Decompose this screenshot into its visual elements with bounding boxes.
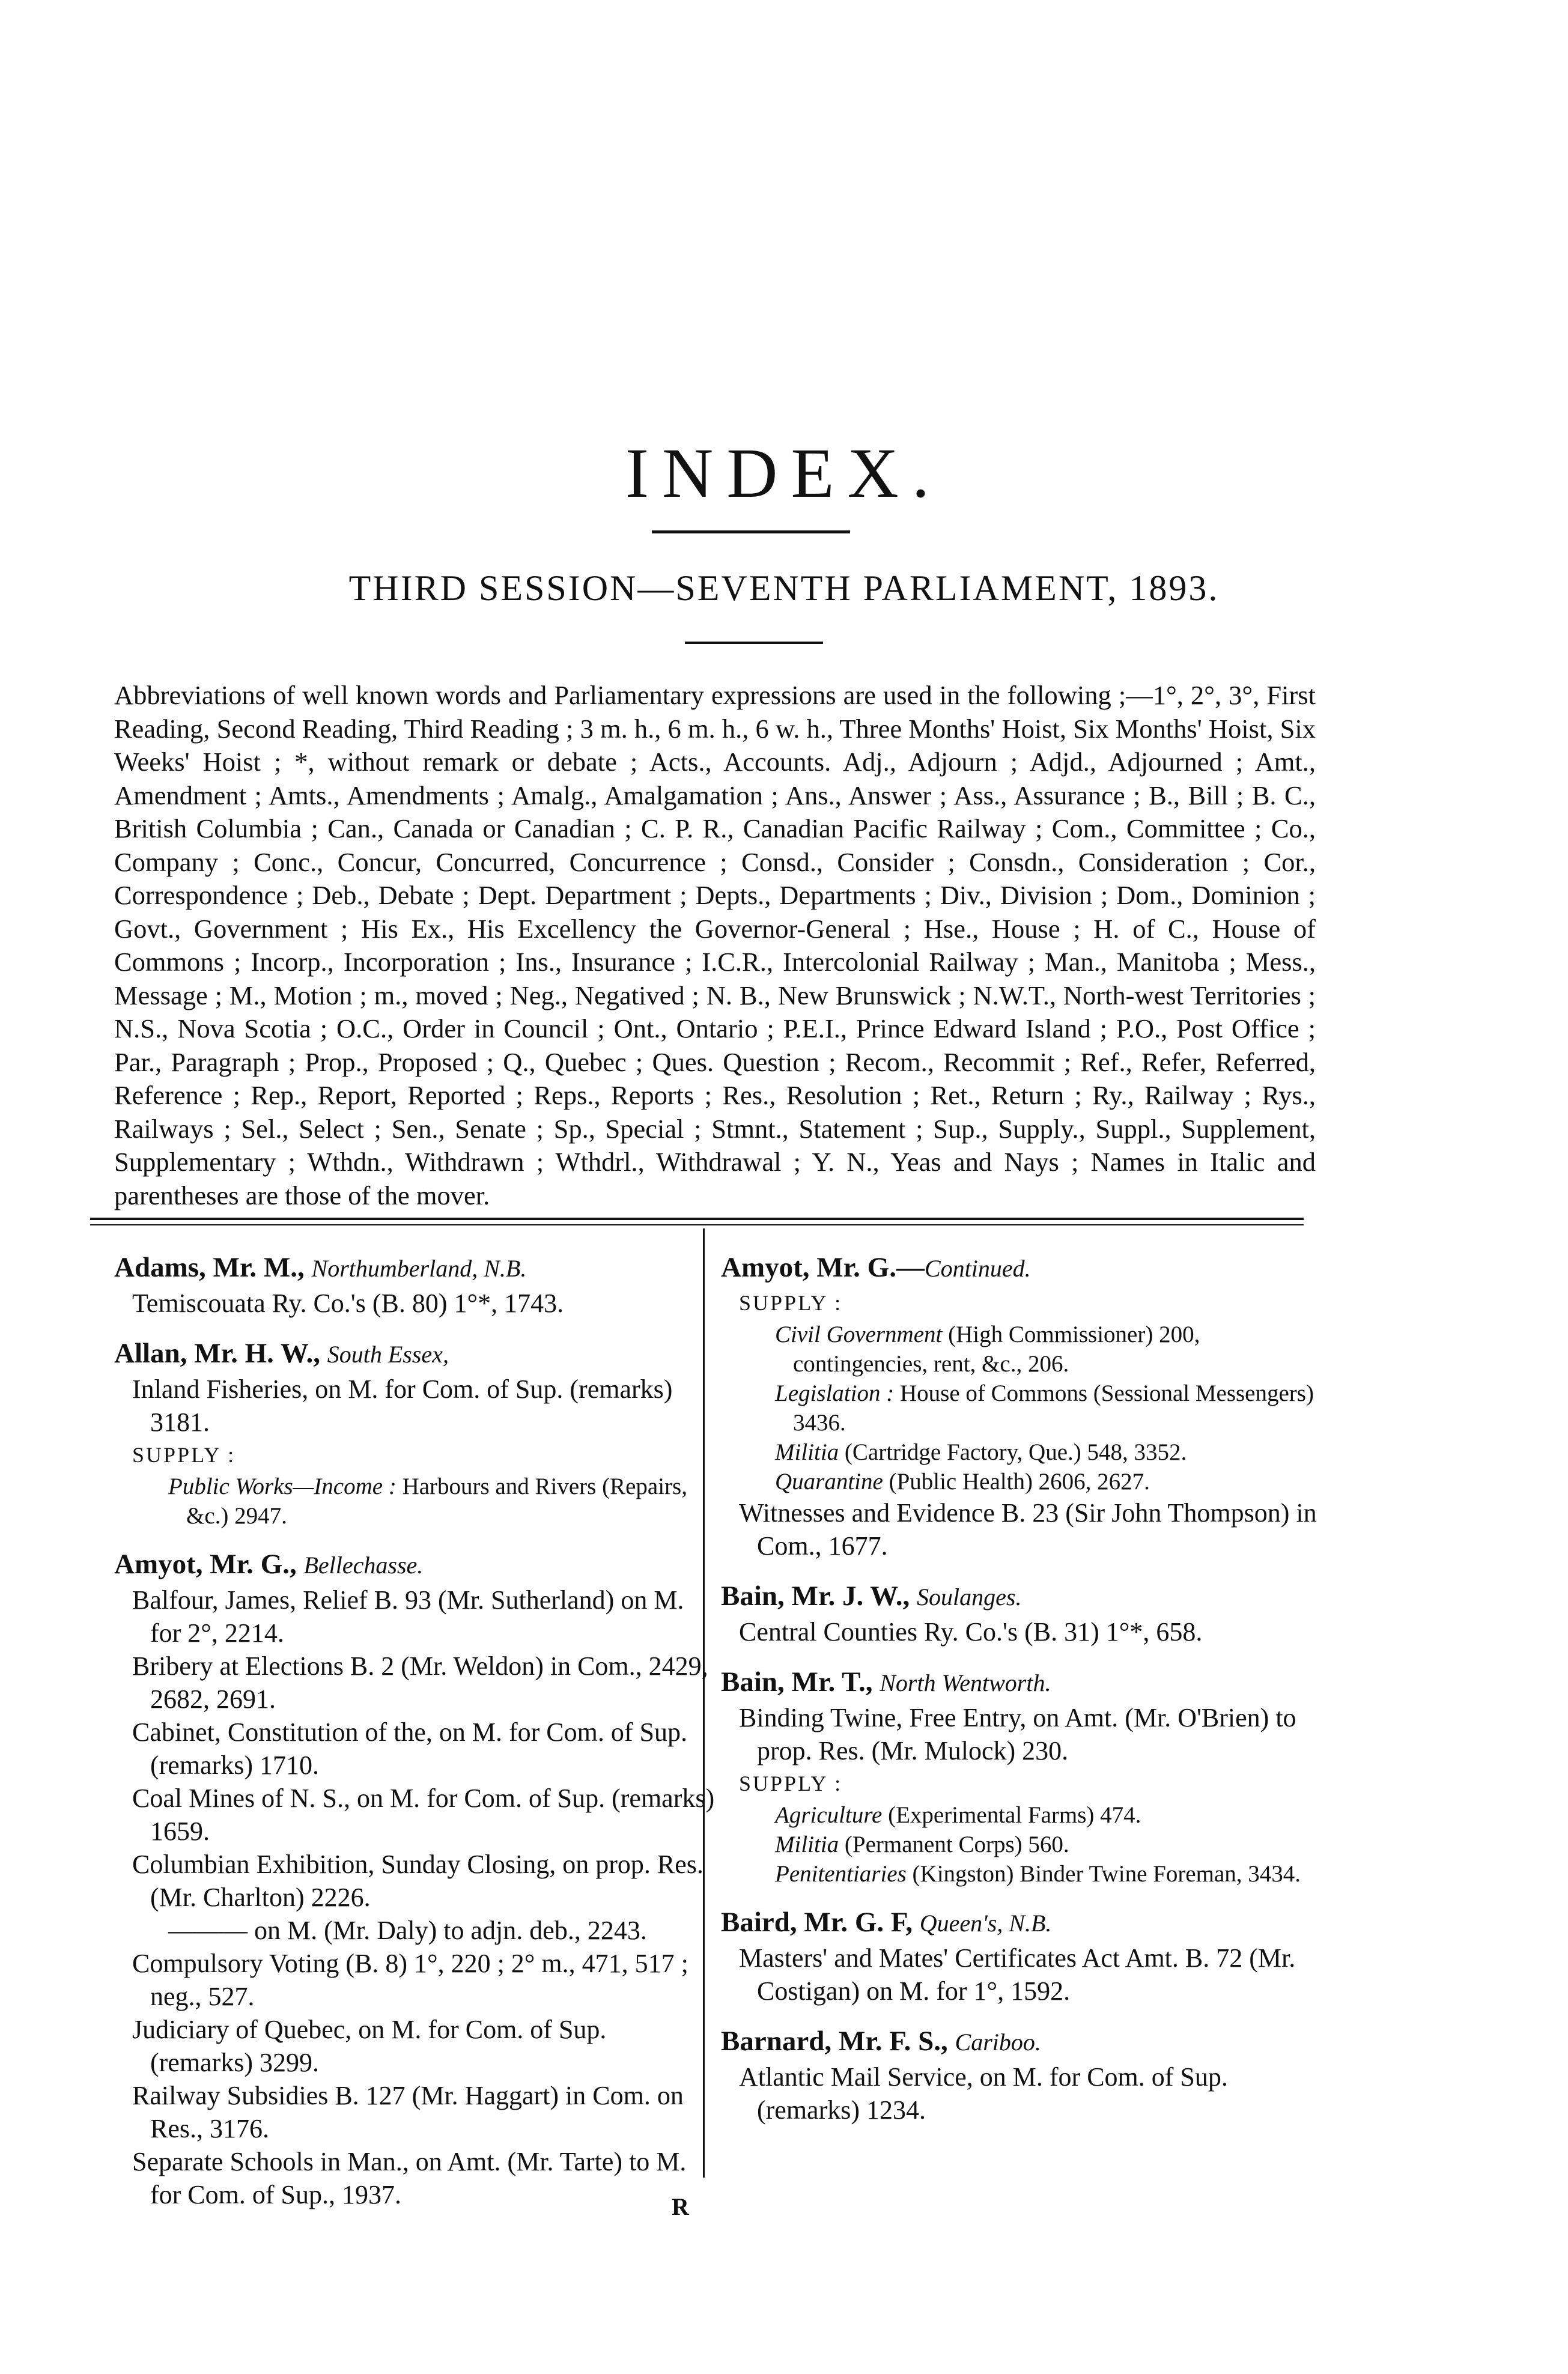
title-rule xyxy=(652,530,850,533)
index-item: Bribery at Elections B. 2 (Mr. Weldon) in Com., 2429, 2682, 2691. xyxy=(132,1651,708,1714)
index-item: Separate Schools in Man., on Amt. (Mr. Tarte) to M. for Com. of Sup., 1937. xyxy=(132,2147,687,2209)
entry-heading xyxy=(721,1664,1322,1701)
index-item: Balfour, James, Relief B. 93 (Mr. Sutherland) on M. for 2°, 2214. xyxy=(132,1585,684,1648)
entry-heading xyxy=(114,1546,715,1583)
index-item: Columbian Exhibition, Sunday Closing, on prop. Res. (Mr. Charlton) 2226. xyxy=(132,1850,703,1912)
constituency: Cariboo. xyxy=(955,2029,1041,2056)
supply-label: SUPPLY : xyxy=(739,1771,843,1796)
supply-item xyxy=(721,1467,1322,1496)
member-name: Baird, Mr. G. F, xyxy=(721,1907,913,1938)
index-item: Binding Twine, Free Entry, on Amt. (Mr. O'Brien) to prop. Res. (Mr. Mulock) 230. xyxy=(739,1703,1296,1765)
member-name: Adams, Mr. M., xyxy=(114,1252,305,1283)
abbreviations-paragraph: Abbreviations of well known words and Parliamentary expressions are used in the following ;—1°, 2°, 3°, First Reading, Second Reading, Third Reading ; 3 m. h., 6 m. h., 6 w. h., Three Months' Hoist, Six Months' Hoist, Six Weeks' Hoist ; *, without remark or debate ; Acts., Accounts. Adj., Adjourn ; Adjd., Adjourned ; Amt., Amendment ; Amts., Amendments ; Amalg., Amalgamation ; Ans., Answer ; Ass., Assurance ; B., Bill ; B. C., British Columbia ; Can., Canada or Canadian ; C. P. R., Canadian Pacific Railway ; Com., Committee ; Co., Company ; Conc., Concur, Concurred, Concurrence ; Consd., Consider ; Consdn., Consideration ; Cor., Correspondence ; Deb., Debate ; Dept. Department ; Depts., Departments ; Div., Division ; Dom., Dominion ; Govt., Government ; His Ex., His Excellency the Governor-General ; Hse., House ; H. of C., House of Commons ; Incorp., Incorporation ; Ins., Insurance ; I.C.R., Intercolonial Railway ; Man., Manitoba ; Mess., Message ; M., Motion ; m., moved ; Neg., Negatived ; N. B., New Brunswick ; N.W.T., North-west Territories ; N.S., Nova Scotia ; O.C., Order in Council ; Ont., Ontario ; P.E.I., Prince Edward Island ; P.O., Post Office ; Par., Paragraph ; Prop., Proposed ; Q., Quebec ; Ques. Question ; Recom., Recommit ; Ref., Refer, Referred, Reference ; Rep., Report, Reported ; Reps., Reports ; Res., Resolution ; Ret., Return ; Ry., Railway ; Rys., Railways ; Sel., Select ; Sen., Senate ; Sp., Special ; Stmnt., Statement ; Sup., Supply., Suppl., Supplement, Supplementary ; Wthdn., Withdrawn ; Wthdrl., Withdrawal ; Y. N., Yeas and Nays ; Names in Italic and parentheses are those of the mover. xyxy=(114,680,1316,1210)
index-item: Atlantic Mail Service, on M. for Com. of Sup. (remarks) 1234. xyxy=(739,2062,1228,2125)
index-item: Coal Mines of N. S., on M. for Com. of Sup. (remarks) 1659. xyxy=(132,1784,715,1846)
supply-key: Quarantine xyxy=(775,1469,883,1495)
supply-text: (Permanent Corps) 560. xyxy=(839,1832,1069,1857)
entry-barnard xyxy=(721,2023,1322,2127)
entry-bain-t xyxy=(721,1664,1322,1889)
constituency: Queen's, N.B. xyxy=(919,1910,1052,1937)
supply-key: Militia xyxy=(775,1832,839,1857)
supply-text: Harbours and Rivers (Repairs, &c.) 2947. xyxy=(186,1474,687,1529)
supply-text: (Cartridge Factory, Que.) 548, 3352. xyxy=(839,1439,1187,1465)
index-item: Judiciary of Quebec, on M. for Com. of Sup. (remarks) 3299. xyxy=(132,2015,607,2077)
supply-text: (Kingston) Binder Twine Foreman, 3434. xyxy=(906,1861,1301,1887)
member-name: Bain, Mr. J. W., xyxy=(721,1580,910,1612)
supply-key: Agriculture xyxy=(775,1802,883,1828)
index-item: Railway Subsidies B. 127 (Mr. Haggart) in Com. on Res., 3176. xyxy=(132,2081,684,2143)
index-item: Witnesses and Evidence B. 23 (Sir John Thompson) in Com., 1677. xyxy=(739,1498,1317,1561)
right-column xyxy=(721,1249,1322,2142)
entry-adams xyxy=(114,1249,715,1320)
index-item: Central Counties Ry. Co.'s (B. 31) 1°*, 658. xyxy=(739,1617,1203,1647)
supply-text: (Public Health) 2606, 2627. xyxy=(883,1469,1150,1495)
continued-label: Continued. xyxy=(924,1255,1031,1282)
constituency: North Wentworth. xyxy=(880,1669,1051,1696)
constituency: Soulanges. xyxy=(917,1583,1022,1610)
supply-key: Militia xyxy=(775,1439,839,1465)
signature-letter: R xyxy=(672,2193,689,2220)
member-name: Amyot, Mr. G.— xyxy=(721,1252,925,1283)
session-subtitle: THIRD SESSION—SEVENTH PARLIAMENT, 1893. xyxy=(348,568,1220,608)
entry-heading xyxy=(721,2023,1322,2060)
entry-allan xyxy=(114,1335,715,1531)
supply-label: SUPPLY : xyxy=(739,1291,843,1315)
supply-item xyxy=(721,1830,1322,1859)
index-item: Cabinet, Constitution of the, on M. for Com. of Sup. (remarks) 1710. xyxy=(132,1717,687,1780)
index-item: Compulsory Voting (B. 8) 1°, 220 ; 2° m., 471, 517 ; neg., 527. xyxy=(132,1949,688,2011)
index-item: Inland Fisheries, on M. for Com. of Sup. (remarks) 3181. xyxy=(132,1374,673,1437)
entry-amyot-continued xyxy=(721,1249,1322,1562)
member-name: Barnard, Mr. F. S., xyxy=(721,2026,948,2057)
supply-item xyxy=(721,1437,1322,1467)
index-title: INDEX. xyxy=(625,434,943,512)
member-name: Amyot, Mr. G., xyxy=(114,1549,297,1580)
supply-text: (Experimental Farms) 474. xyxy=(882,1802,1141,1828)
supply-item xyxy=(114,1472,715,1531)
section-rule-bottom xyxy=(90,1224,1304,1225)
supply-item xyxy=(721,1320,1322,1379)
constituency: Northumberland, N.B. xyxy=(311,1255,527,1282)
supply-key: Legislation : xyxy=(775,1380,895,1406)
entry-heading xyxy=(114,1249,715,1287)
member-name: Bain, Mr. T., xyxy=(721,1666,873,1698)
supply-key: Civil Government xyxy=(775,1322,943,1347)
entry-amyot xyxy=(114,1546,715,2211)
supply-item xyxy=(721,1859,1322,1889)
member-name: Allan, Mr. H. W., xyxy=(114,1338,320,1369)
entry-heading xyxy=(721,1578,1322,1615)
section-rule-top xyxy=(90,1218,1304,1220)
index-item: ——— on M. (Mr. Daly) to adjn. deb., 2243. xyxy=(168,1916,647,1945)
entry-bain-jw xyxy=(721,1578,1322,1648)
constituency: Bellechasse. xyxy=(303,1552,424,1579)
supply-text: House of Commons (Sessional Messengers) 3436. xyxy=(793,1380,1314,1436)
supply-label: SUPPLY : xyxy=(132,1443,236,1467)
entry-heading xyxy=(721,1904,1322,1941)
subtitle-rule xyxy=(685,642,823,644)
supply-text: (High Commissioner) 200, contingencies, rent, &c., 206. xyxy=(793,1322,1200,1377)
index-item: Temiscouata Ry. Co.'s (B. 80) 1°*, 1743. xyxy=(132,1289,564,1318)
supply-key: Public Works—Income : xyxy=(168,1474,397,1499)
left-column xyxy=(114,1249,715,2227)
supply-key: Penitentiaries xyxy=(775,1861,907,1887)
supply-item xyxy=(721,1379,1322,1437)
index-item: Masters' and Mates' Certificates Act Amt. B. 72 (Mr. Costigan) on M. for 1°, 1592. xyxy=(739,1943,1296,2006)
constituency: South Essex, xyxy=(327,1341,449,1368)
entry-baird xyxy=(721,1904,1322,2008)
supply-item xyxy=(721,1800,1322,1830)
entry-heading xyxy=(721,1249,1322,1287)
entry-heading xyxy=(114,1335,715,1373)
